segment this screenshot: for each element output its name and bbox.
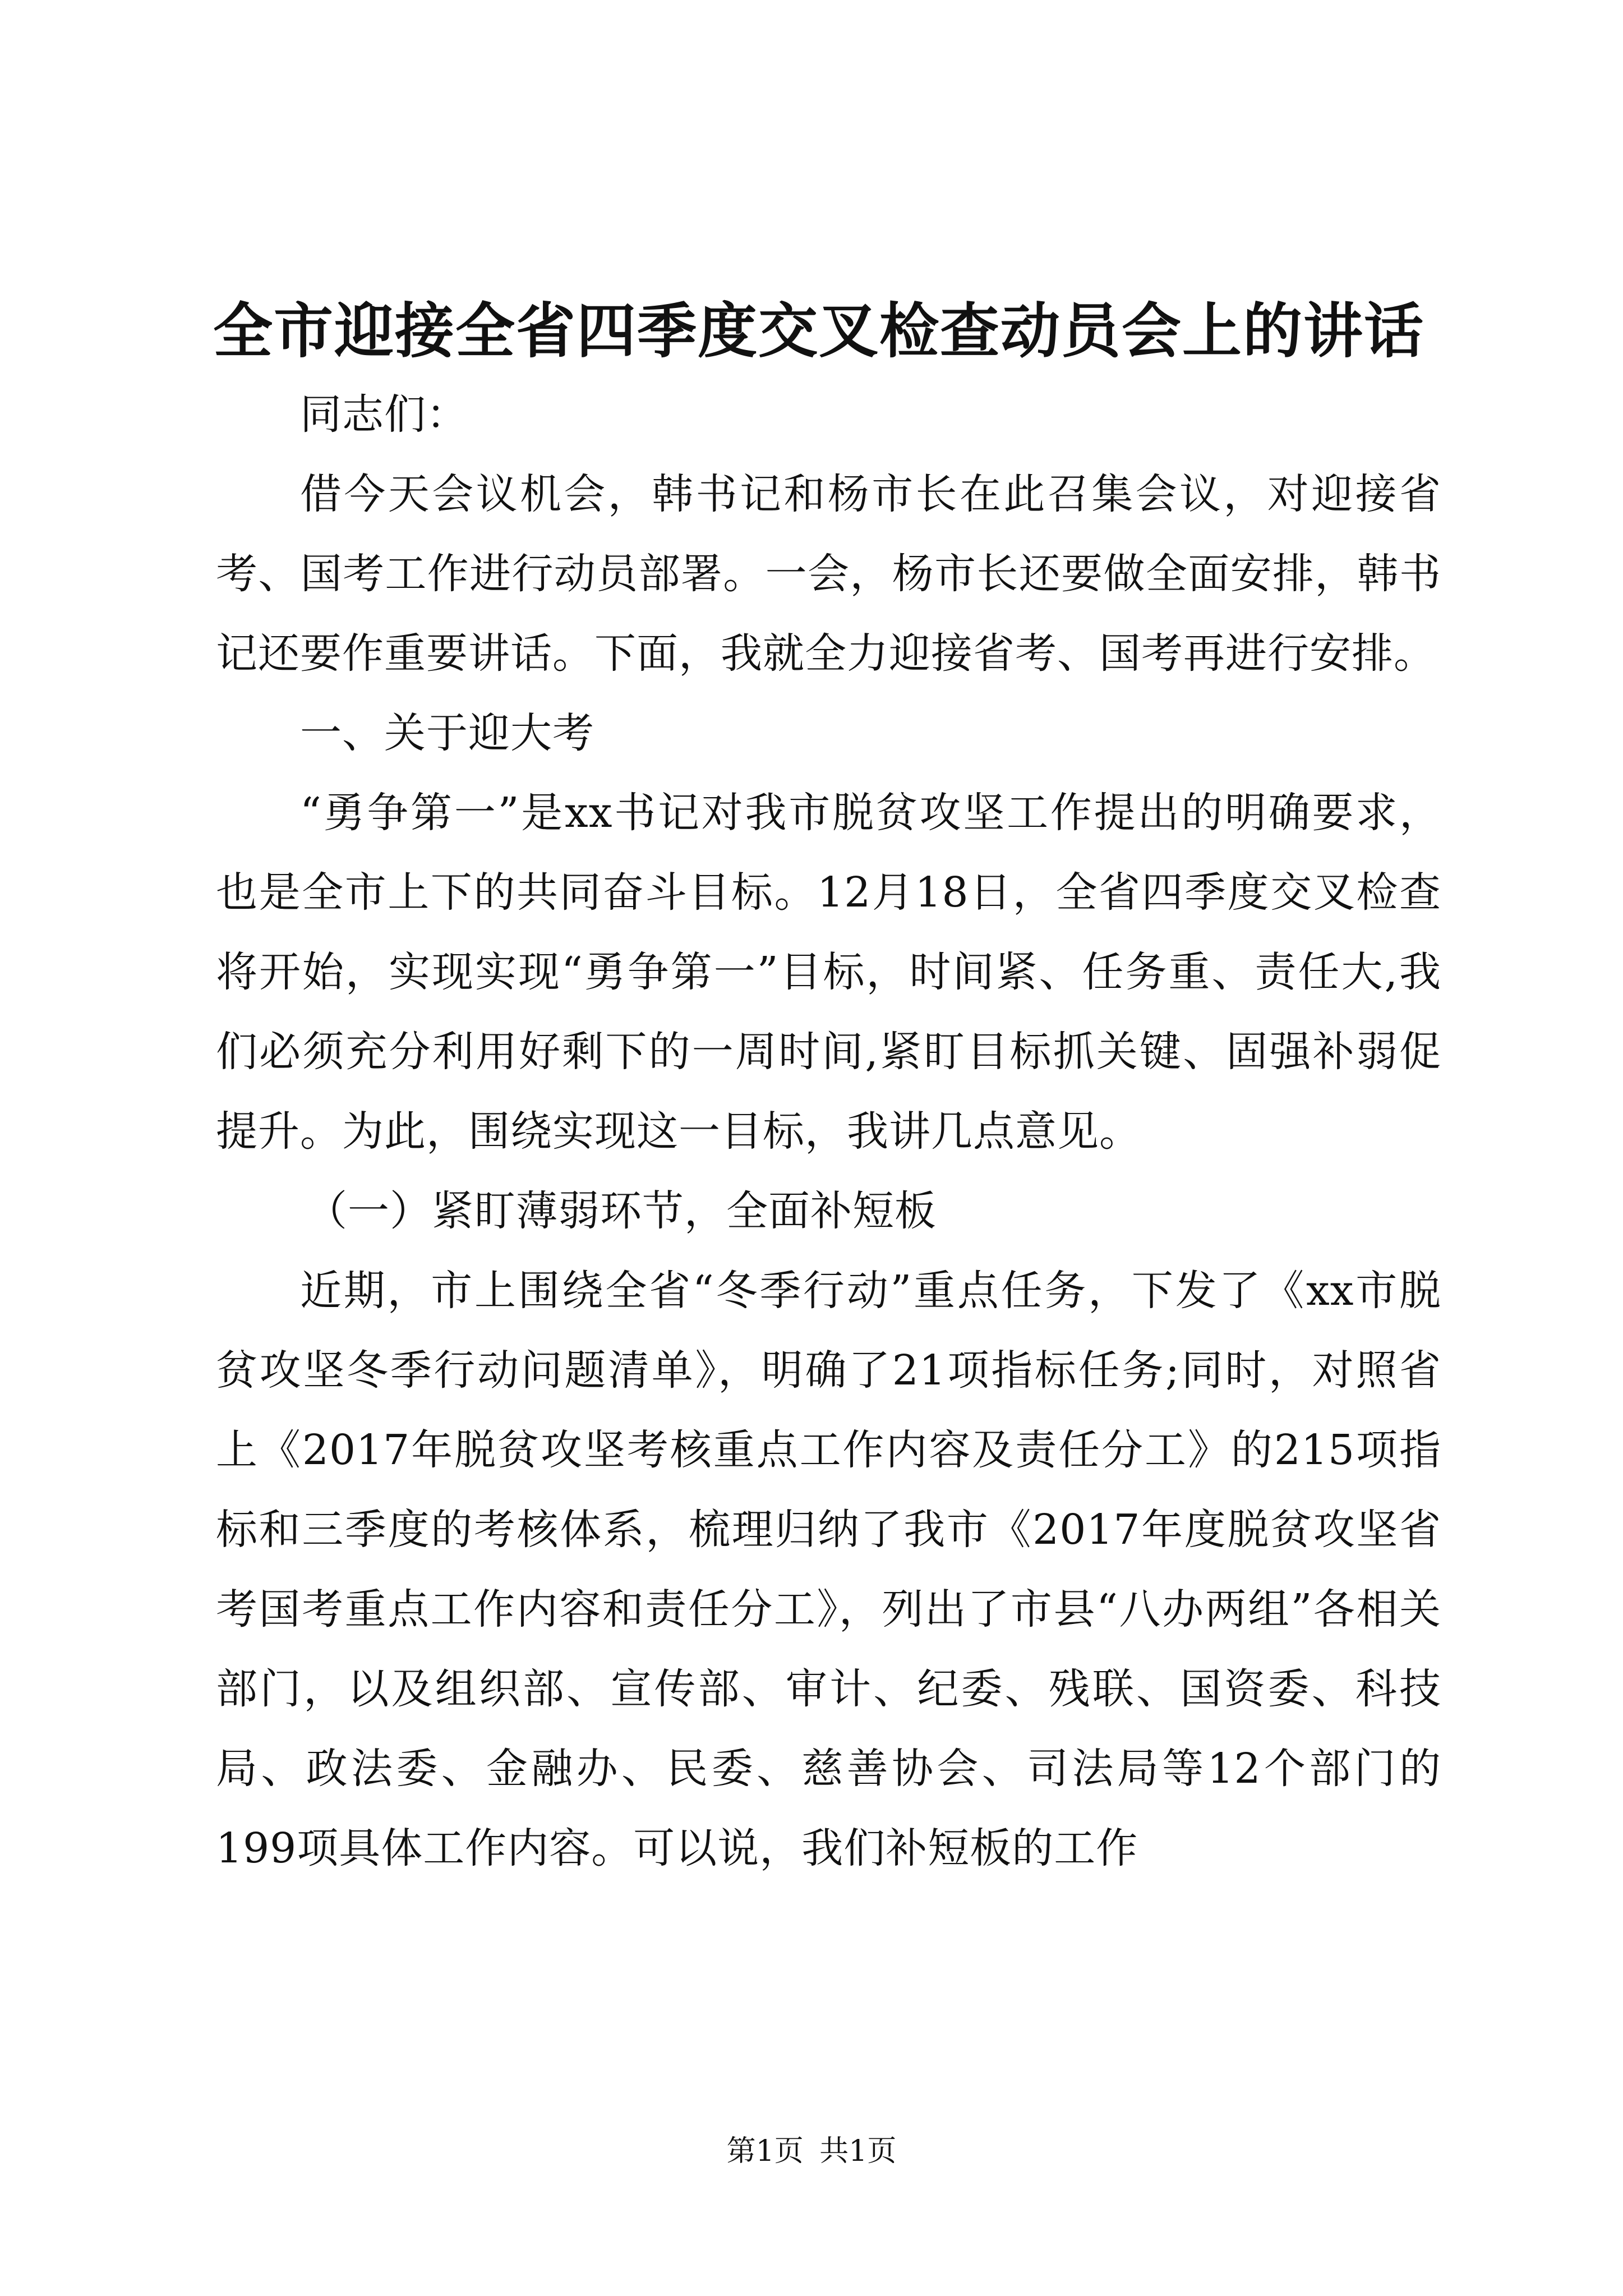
salutation: 同志们： (300, 390, 468, 439)
page-footer (0, 2132, 1623, 2171)
document-title: 全市迎接全省四季度交叉检查动员会上的讲话 (213, 296, 1424, 366)
subsection-heading: （一）紧盯薄弱环节，全面补短板 (306, 1187, 937, 1235)
paragraph-tasks: 近期，市上围绕全省“冬季行动”重点任务，下发了《xx市脱贫攻坚冬季行动问题清单》，明确了21项指标任务;同时，对照省上《2017年脱贫攻坚考核重点工作内容及责任分工》的215项指标和三季度的考核体系，梳理归纳了我市《2017年度脱贫攻坚省考国考重点工作内容和责任分工》，列出了市县“八办两组”各相关部门，以及组织部、宣传部、审计、纪委、残联、国资委、科技局、政法委、金融办、民委、慈善协会、司法局等12个部门的199项具体工作内容。可以说，我们补短板的工作 (216, 1267, 1441, 1872)
page-total: 共1页 (819, 2134, 897, 2168)
section-heading: 一、关于迎大考 (300, 709, 594, 757)
document-body (216, 375, 1441, 1888)
paragraph-goal: “勇争第一”是xx书记对我市脱贫攻坚工作提出的明确要求，也是全市上下的共同奋斗目标。12月18日，全省四季度交叉检查将开始，实现实现“勇争第一”目标，时间紧、任务重、责任大,我们必须充分利用好剩下的一周时间,紧盯目标抓关键、固强补弱促提升。为此，围绕实现这一目标，我讲几点意见。 (216, 789, 1441, 1156)
paragraph-intro: 借今天会议机会，韩书记和杨市长在此召集会议，对迎接省考、国考工作进行动员部署。一会，杨市长还要做全面安排，韩书记还要作重要讲话。下面，我就全力迎接省考、国考再进行安排。 (216, 470, 1441, 678)
page-number: 第1页 (726, 2134, 804, 2168)
